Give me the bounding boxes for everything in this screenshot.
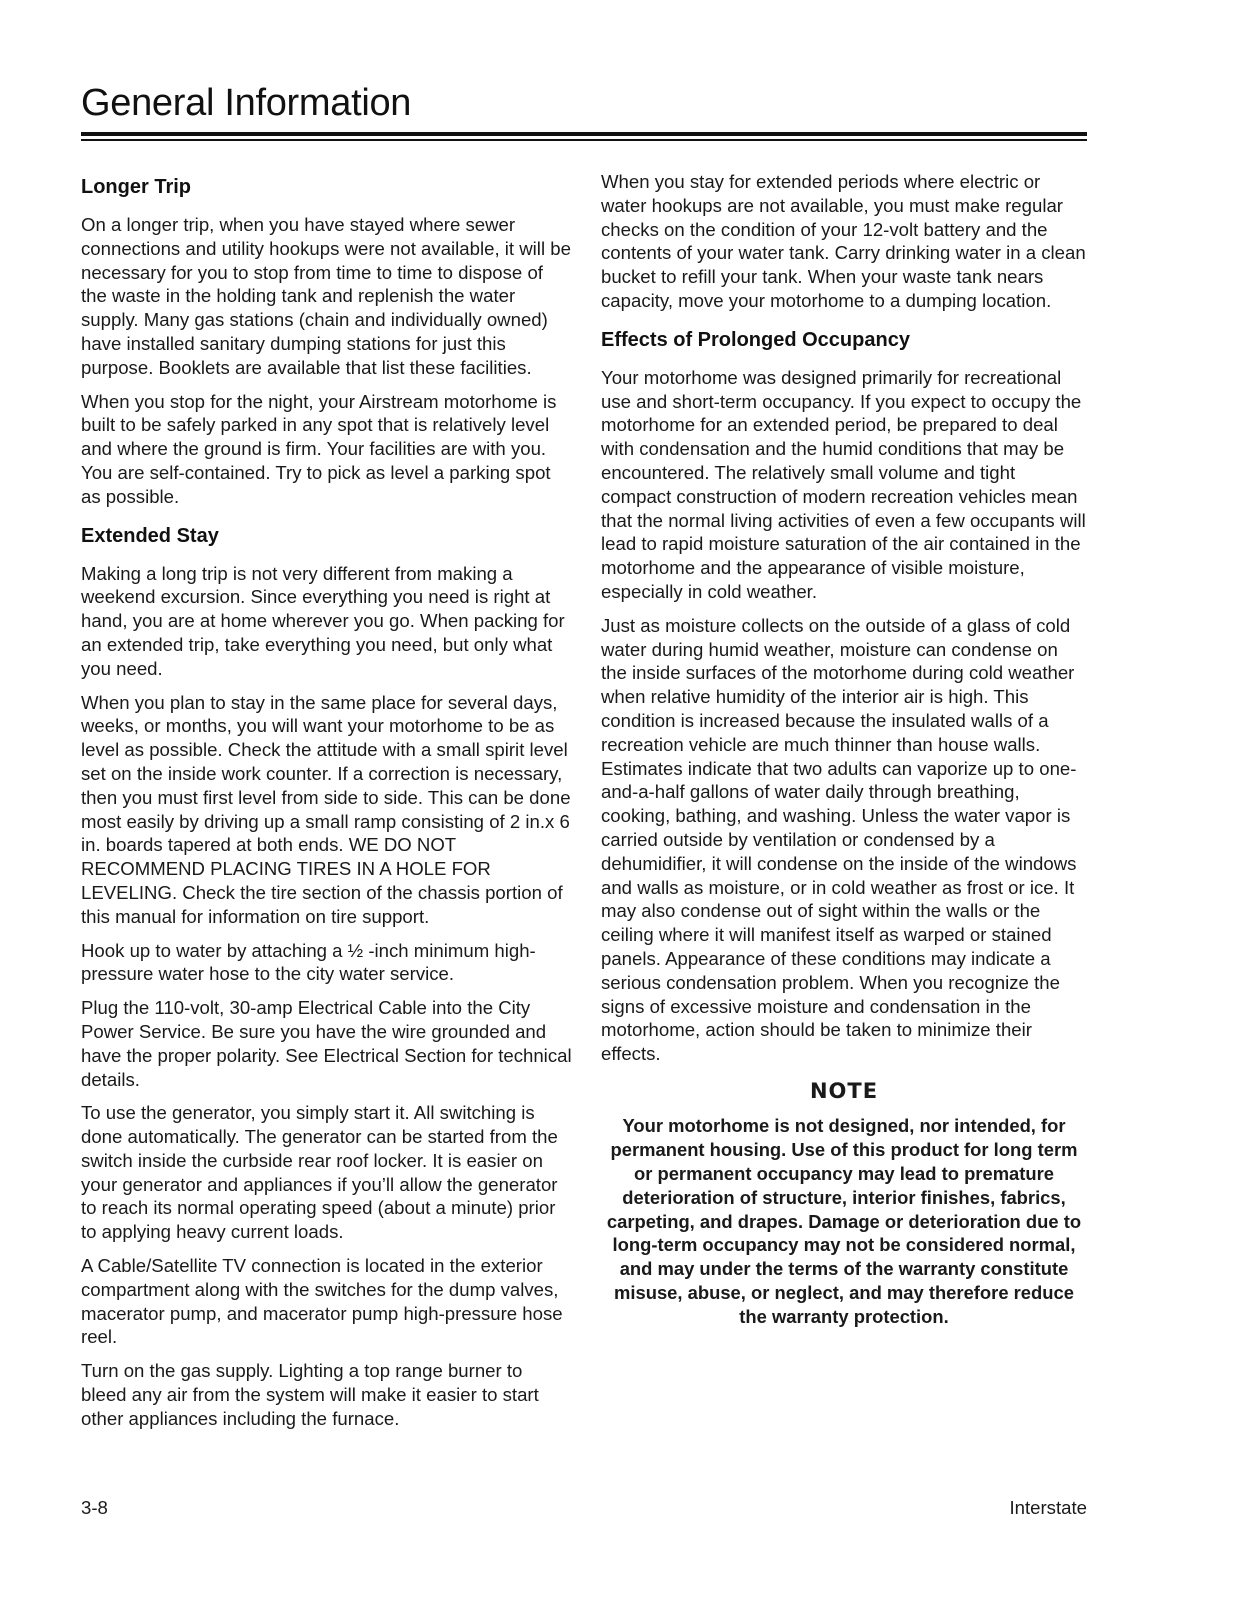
longer-trip-heading: Longer Trip	[81, 176, 191, 198]
extended-stay-paragraph-1: Making a long trip is not very different from making a weekend excursion. Since everything you need is right at hand, you are at home wherever you go. When packing for an extended trip, take everything you need, but only what you need.	[81, 562, 565, 679]
page-title: General Information	[81, 82, 412, 124]
extended-periods-paragraph: When you stay for extended periods where electric or water hookups are not available, you must make regular checks on the condition of your 12-volt battery and the contents of your water tank. Carry drinking water in a clean bucket to refill your tank. When your waste tank nears capacity, move your motorhome to a dumping location.	[601, 171, 1086, 311]
right-column	[601, 170, 1087, 1329]
longer-trip-section	[81, 170, 573, 509]
prolonged-occupancy-section	[601, 323, 1087, 1066]
extended-stay-paragraph-6: A Cable/Satellite TV connection is located in the exterior compartment along with the switches for the dump valves, macerator pump, and macerator pump high-pressure hose reel.	[81, 1255, 563, 1348]
extended-stay-paragraph-3: Hook up to water by attaching a ½ -inch minimum high-pressure water hose to the city water service.	[81, 939, 536, 985]
extended-stay-paragraph-2: When you plan to stay in the same place for several days, weeks, or months, you will want your motorhome to be as level as possible. Check the attitude with a small spirit level set on the inside work counter. If a correction is necessary, then you must first level from side to side. This can be done most easily by driving up a small ramp consisting of 2 in.x 6 in. boards tapered at both ends. WE DO NOT RECOMMEND PLACING TIRES IN A HOLE FOR LEVELING. Check the tire section of the chassis portion of this manual for information on tire support.	[81, 691, 571, 927]
header-rule-thin	[81, 139, 1087, 141]
footer-product-name: Interstate	[1009, 1497, 1087, 1518]
extended-stay-heading: Extended Stay	[81, 524, 219, 547]
extended-stay-paragraph-4: Plug the 110-volt, 30-amp Electrical Cable into the City Power Service. Be sure you have the wire grounded and have the proper polarity. See Electrical Section for technical details.	[81, 997, 572, 1090]
longer-trip-paragraph-2: When you stop for the night, your Airstream motorhome is built to be safely parked in any spot that is relatively level and where the ground is firm. Your facilities are with you. You are self-contained. Try to pick as level a parking spot as possible.	[81, 390, 557, 507]
note-box	[601, 1078, 1087, 1329]
longer-trip-paragraph-1: On a longer trip, when you have stayed where sewer connections and utility hookups were not available, it will be necessary for you to stop from time to time to dispose of the waste in the holding tank and replenish the water supply. Many gas stations (chain and individually owned) have installed sanitary dumping stations for just this purpose. Booklets are available that list these facilities.	[81, 214, 571, 378]
prolonged-occupancy-paragraph-1: Your motorhome was designed primarily for recreational use and short-term occupancy. If you expect to occupy the motorhome for an extended period, be prepared to deal with condensation and the humid conditions that may be encountered. The relatively small volume and tight compact construction of modern recreation vehicles mean that the normal living activities of even a few occupants will lead to rapid moisture saturation of the air contained in the motorhome and the appearance of visible moisture, especially in cold weather.	[601, 366, 1086, 602]
note-heading: NOTE	[809, 1078, 879, 1103]
extended-stay-section	[81, 519, 573, 1431]
prolonged-occupancy-paragraph-2: Just as moisture collects on the outside of a glass of cold water during humid weather, moisture can condense on the inside surfaces of the motorhome during cold weather when relative humidity of the interior air is high. This condition is increased because the insulated walls of a recreation vehicle are much thinner than house walls. Estimates indicate that two adults can vaporize up to one-and-a-half gallons of water daily through breathing, cooking, bathing, and washing. Unless the water vapor is carried outside by ventilation or condensed by a dehumidifier, it will condense on the inside of the windows and walls as moisture, or in cold weather as frost or ice. It may also condense out of sight within the walls or the ceiling where it will manifest itself as warped or stained panels. Appearance of these conditions may indicate a serious condensation problem. When you recognize the signs of excessive moisture and condensation in the motorhome, action should be taken to minimize their effects.	[601, 614, 1077, 1065]
extended-stay-paragraph-5: To use the generator, you simply start it. All switching is done automatically. The generator can be started from the switch inside the curbside rear roof locker. It is easier on your generator and appliances if you’ll allow the generator to reach its normal operating speed (about a minute) prior to applying heavy current loads.	[81, 1102, 558, 1243]
extended-stay-paragraph-7: Turn on the gas supply. Lighting a top range burner to bleed any air from the system will make it easier to start other appliances including the furnace.	[81, 1360, 539, 1429]
note-body: Your motorhome is not designed, nor intended, for permanent housing. Use of this product for long term or permanent occupancy may lead to premature deterioration of structure, interior finishes, fabrics, carpeting, and drapes. Damage or deterioration due to long-term occupancy may not be considered normal, and may under the terms of the warranty constitute misuse, abuse, or neglect, and may therefore reduce the warranty protection.	[606, 1114, 1082, 1328]
page-number: 3-8	[81, 1497, 108, 1518]
header-rule-thick	[81, 132, 1087, 136]
left-column	[81, 170, 573, 1441]
prolonged-occupancy-heading: Effects of Prolonged Occupancy	[601, 328, 910, 351]
